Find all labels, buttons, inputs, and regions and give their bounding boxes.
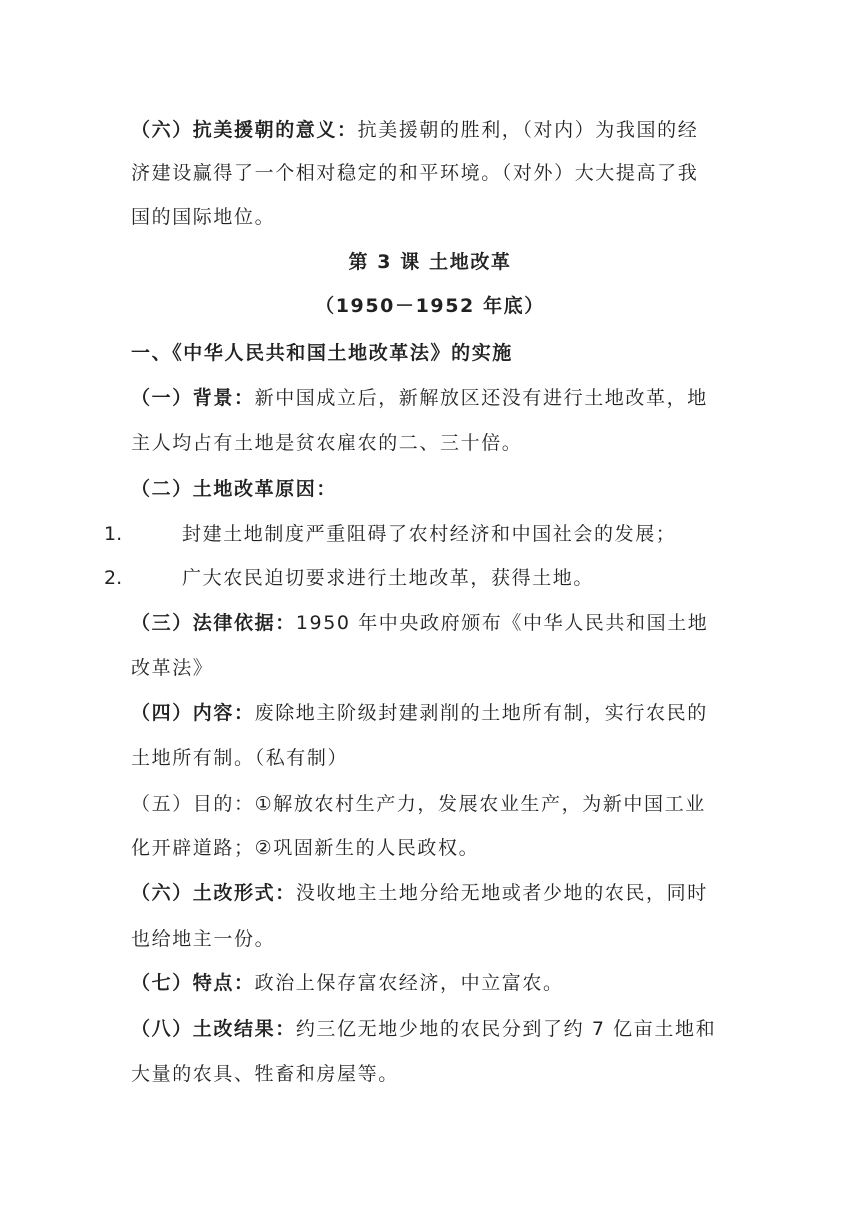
- content-line-1: [131, 701, 731, 725]
- result-text-1: 约三亿无地少地的农民分到了约 7 亿亩土地和: [295, 1018, 717, 1040]
- background-text-1: 新中国成立后，新解放区还没有进行土地改革，地: [254, 387, 708, 409]
- significance-label: （六）抗美援朝的意义：: [131, 119, 358, 141]
- lesson-period: （1950－1952 年底）: [315, 295, 545, 317]
- purpose-line-1: （五）目的：①解放农村生产力，发展农业生产，为新中国工业: [131, 793, 706, 815]
- reason-number-2: 2.: [104, 567, 123, 589]
- background-label: （一）背景：: [131, 387, 255, 409]
- legal-label: （三）法律依据：: [131, 612, 296, 634]
- result-line-2: 大量的农具、牲畜和房屋等。: [131, 1063, 399, 1085]
- lesson-title: 第 3 课 土地改革: [348, 251, 512, 273]
- significance-line-3: 国的国际地位。: [131, 206, 276, 228]
- result-line-1: [131, 1017, 731, 1041]
- section-heading: 一、《中华人民共和国土地改革法》的实施: [131, 342, 513, 364]
- legal-line-1: [131, 611, 731, 635]
- form-label: （六）土改形式：: [131, 882, 296, 904]
- legal-text-1: 1950 年中央政府颁布《中华人民共和国土地: [295, 612, 709, 634]
- feature-line-1: [131, 971, 731, 995]
- reason-item-1: 封建土地制度严重阻碍了农村经济和中国社会的发展；: [182, 523, 677, 545]
- significance-line-1: [131, 118, 731, 142]
- content-line-2: 土地所有制。（私有制）: [131, 747, 349, 769]
- form-line-2: 也给地主一份。: [131, 928, 276, 950]
- content-label: （四）内容：: [131, 702, 255, 724]
- result-label: （八）土改结果：: [131, 1018, 296, 1040]
- form-text-1: 没收地主土地分给无地或者少地的农民，同时: [295, 882, 708, 904]
- reason-number-1: 1.: [104, 523, 123, 545]
- significance-line-2: 济建设赢得了一个相对稳定的和平环境。（对外）大大提高了我: [131, 162, 699, 184]
- background-line-1: [131, 386, 731, 410]
- reason-item-2: 广大农民迫切要求进行土地改革，获得土地。: [182, 567, 595, 589]
- legal-line-2: 改革法》: [131, 657, 214, 679]
- significance-text-1: 抗美援朝的胜利，（对内）为我国的经: [357, 119, 699, 141]
- reasons-label: （二）土地改革原因：: [131, 478, 338, 500]
- content-text-1: 废除地主阶级封建剥削的土地所有制，实行农民的: [254, 702, 708, 724]
- form-line-1: [131, 881, 731, 905]
- feature-text-1: 政治上保存富农经济，中立富农。: [254, 972, 564, 994]
- feature-label: （七）特点：: [131, 972, 255, 994]
- purpose-line-2: 化开辟道路；②巩固新生的人民政权。: [131, 837, 480, 859]
- background-line-2: 主人均占有土地是贫农雇农的二、三十倍。: [131, 432, 523, 454]
